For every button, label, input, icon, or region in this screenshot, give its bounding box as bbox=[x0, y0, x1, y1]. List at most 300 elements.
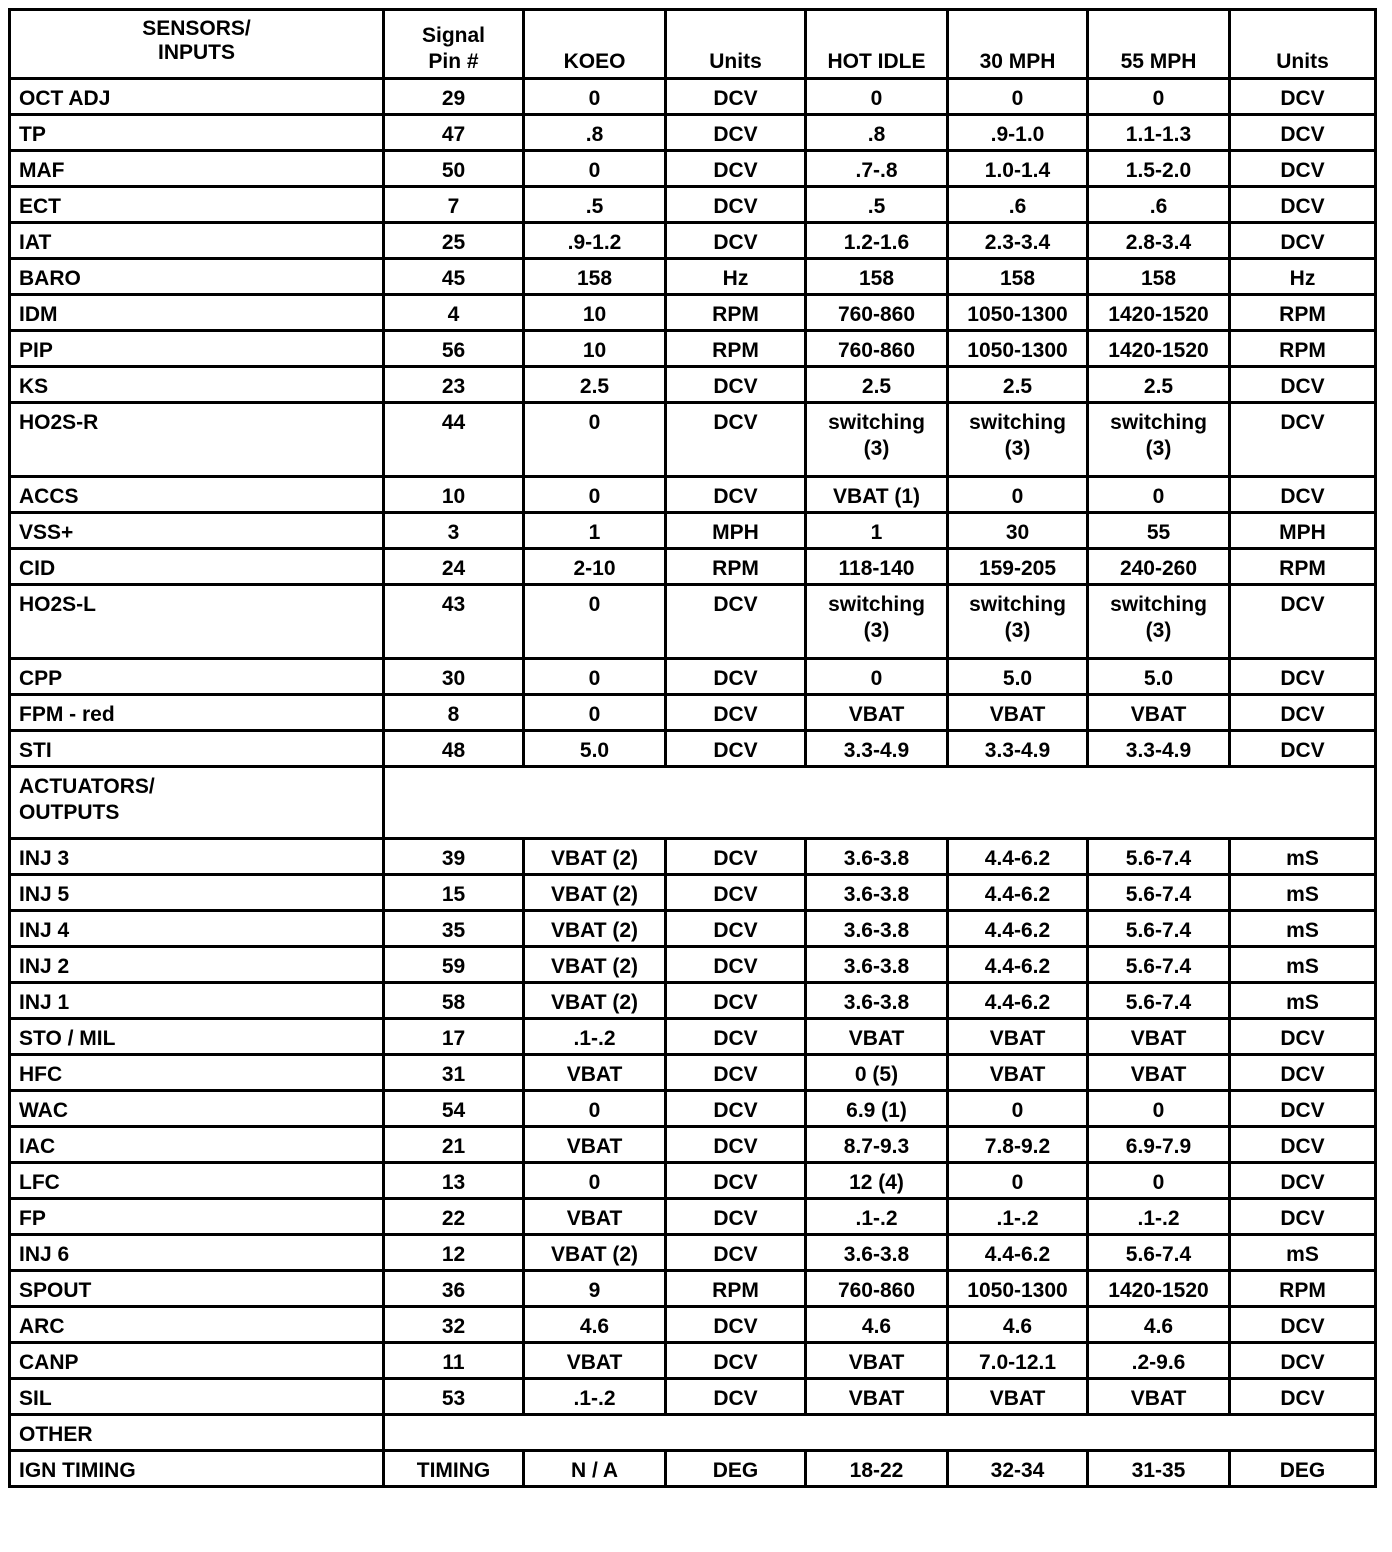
row-label: PIP bbox=[10, 331, 384, 367]
table-cell: 760-860 bbox=[806, 295, 948, 331]
actuator-row bbox=[10, 1235, 1376, 1271]
row-label: IAT bbox=[10, 223, 384, 259]
table-cell: 59 bbox=[384, 947, 524, 983]
table-cell: 0 bbox=[948, 1163, 1088, 1199]
table-cell: 5.0 bbox=[1088, 659, 1230, 695]
table-cell: DCV bbox=[1230, 1019, 1376, 1055]
table-cell: switching (3) bbox=[948, 585, 1088, 659]
actuators-heading-section bbox=[10, 767, 1376, 839]
table-cell: 31 bbox=[384, 1055, 524, 1091]
table-cell: TIMING bbox=[384, 1451, 524, 1487]
table-cell: switching (3) bbox=[806, 403, 948, 477]
table-cell: DCV bbox=[1230, 79, 1376, 115]
table-cell: 4.6 bbox=[524, 1307, 666, 1343]
table-cell: DCV bbox=[1230, 187, 1376, 223]
table-cell: RPM bbox=[666, 1271, 806, 1307]
table-cell: switching (3) bbox=[948, 403, 1088, 477]
table-cell: .8 bbox=[806, 115, 948, 151]
table-cell: 0 bbox=[1088, 79, 1230, 115]
table-cell: DCV bbox=[666, 1091, 806, 1127]
sensors-section bbox=[10, 79, 1376, 767]
table-cell: 2.8-3.4 bbox=[1088, 223, 1230, 259]
table-cell: 3.3-4.9 bbox=[1088, 731, 1230, 767]
table-cell: 0 bbox=[1088, 1163, 1230, 1199]
table-cell: 50 bbox=[384, 151, 524, 187]
table-cell: mS bbox=[1230, 983, 1376, 1019]
table-cell: VBAT (2) bbox=[524, 911, 666, 947]
table-cell: mS bbox=[1230, 875, 1376, 911]
row-label: IAC bbox=[10, 1127, 384, 1163]
row-label: INJ 2 bbox=[10, 947, 384, 983]
table-cell: 1.5-2.0 bbox=[1088, 151, 1230, 187]
table-cell: 48 bbox=[384, 731, 524, 767]
table-cell: 8.7-9.3 bbox=[806, 1127, 948, 1163]
table-cell: 158 bbox=[948, 259, 1088, 295]
table-cell: 32-34 bbox=[948, 1451, 1088, 1487]
other-heading: OTHER bbox=[10, 1415, 384, 1451]
table-cell: DCV bbox=[666, 1055, 806, 1091]
table-cell: VBAT bbox=[524, 1055, 666, 1091]
table-cell: DCV bbox=[666, 403, 806, 477]
table-cell: DCV bbox=[1230, 1055, 1376, 1091]
table-cell: DCV bbox=[1230, 151, 1376, 187]
table-cell: 0 bbox=[1088, 477, 1230, 513]
table-cell: switching (3) bbox=[1088, 403, 1230, 477]
actuator-row bbox=[10, 911, 1376, 947]
row-label: MAF bbox=[10, 151, 384, 187]
row-label: INJ 5 bbox=[10, 875, 384, 911]
table-cell: VBAT bbox=[948, 1379, 1088, 1415]
table-cell: 3.6-3.8 bbox=[806, 875, 948, 911]
row-label: STO / MIL bbox=[10, 1019, 384, 1055]
table-cell: 2.5 bbox=[524, 367, 666, 403]
table-cell: 3.6-3.8 bbox=[806, 839, 948, 875]
table-cell: 1050-1300 bbox=[948, 295, 1088, 331]
table-cell: 6.9-7.9 bbox=[1088, 1127, 1230, 1163]
row-label: CANP bbox=[10, 1343, 384, 1379]
table-cell: 158 bbox=[806, 259, 948, 295]
table-cell: VBAT (2) bbox=[524, 875, 666, 911]
table-cell: VBAT (2) bbox=[524, 1235, 666, 1271]
table-cell: VBAT bbox=[1088, 1379, 1230, 1415]
actuator-row bbox=[10, 1307, 1376, 1343]
table-cell: 2-10 bbox=[524, 549, 666, 585]
actuator-row bbox=[10, 947, 1376, 983]
actuators-heading-blank bbox=[384, 767, 1376, 839]
table-cell: VBAT bbox=[948, 1055, 1088, 1091]
table-cell: 30 bbox=[384, 659, 524, 695]
table-cell: Hz bbox=[666, 259, 806, 295]
table-cell: DCV bbox=[666, 367, 806, 403]
column-header: KOEO bbox=[524, 10, 666, 79]
table-cell: 1.1-1.3 bbox=[1088, 115, 1230, 151]
table-cell: VBAT bbox=[524, 1127, 666, 1163]
table-cell: 118-140 bbox=[806, 549, 948, 585]
table-cell: RPM bbox=[1230, 295, 1376, 331]
table-cell: DCV bbox=[666, 1379, 806, 1415]
table-cell: DCV bbox=[666, 1019, 806, 1055]
column-header: HOT IDLE bbox=[806, 10, 948, 79]
table-cell: 5.0 bbox=[524, 731, 666, 767]
table-cell: .5 bbox=[524, 187, 666, 223]
table-cell: 1420-1520 bbox=[1088, 1271, 1230, 1307]
table-cell: DCV bbox=[666, 223, 806, 259]
table-cell: 0 (5) bbox=[806, 1055, 948, 1091]
table-cell: 3.6-3.8 bbox=[806, 983, 948, 1019]
column-header: Signal Pin # bbox=[384, 10, 524, 79]
table-cell: 0 bbox=[524, 659, 666, 695]
table-cell: 56 bbox=[384, 331, 524, 367]
row-label: FPM - red bbox=[10, 695, 384, 731]
table-cell: 39 bbox=[384, 839, 524, 875]
sensor-row bbox=[10, 331, 1376, 367]
row-label: TP bbox=[10, 115, 384, 151]
other-row bbox=[10, 1451, 1376, 1487]
actuator-row bbox=[10, 1163, 1376, 1199]
table-cell: DCV bbox=[1230, 1307, 1376, 1343]
table-cell: VBAT bbox=[524, 1199, 666, 1235]
table-cell: DCV bbox=[666, 115, 806, 151]
table-cell: 11 bbox=[384, 1343, 524, 1379]
table-cell: 5.6-7.4 bbox=[1088, 1235, 1230, 1271]
header-row bbox=[10, 10, 1376, 79]
table-cell: 0 bbox=[806, 659, 948, 695]
table-cell: DCV bbox=[666, 695, 806, 731]
table-cell: 2.5 bbox=[1088, 367, 1230, 403]
row-label: KS bbox=[10, 367, 384, 403]
table-cell: 1.2-1.6 bbox=[806, 223, 948, 259]
sensor-row bbox=[10, 513, 1376, 549]
table-cell: 4.4-6.2 bbox=[948, 875, 1088, 911]
actuator-row bbox=[10, 983, 1376, 1019]
table-cell: 12 bbox=[384, 1235, 524, 1271]
table-cell: 3.6-3.8 bbox=[806, 911, 948, 947]
table-cell: 3.3-4.9 bbox=[806, 731, 948, 767]
table-cell: 1050-1300 bbox=[948, 331, 1088, 367]
table-cell: DCV bbox=[1230, 1343, 1376, 1379]
table-cell: 0 bbox=[524, 477, 666, 513]
table-cell: DCV bbox=[666, 875, 806, 911]
table-cell: 4.4-6.2 bbox=[948, 839, 1088, 875]
row-label: ARC bbox=[10, 1307, 384, 1343]
table-cell: VBAT bbox=[1088, 1019, 1230, 1055]
table-cell: mS bbox=[1230, 911, 1376, 947]
table-cell: VBAT bbox=[524, 1343, 666, 1379]
sensor-row bbox=[10, 151, 1376, 187]
table-cell: 29 bbox=[384, 79, 524, 115]
table-cell: .9-1.2 bbox=[524, 223, 666, 259]
table-cell: 7.0-12.1 bbox=[948, 1343, 1088, 1379]
table-cell: 0 bbox=[524, 151, 666, 187]
table-cell: DCV bbox=[666, 1235, 806, 1271]
table-cell: RPM bbox=[666, 295, 806, 331]
table-cell: DCV bbox=[666, 79, 806, 115]
table-cell: N / A bbox=[524, 1451, 666, 1487]
table-cell: 17 bbox=[384, 1019, 524, 1055]
table-cell: DCV bbox=[1230, 731, 1376, 767]
table-cell: 760-860 bbox=[806, 1271, 948, 1307]
table-cell: VBAT bbox=[1088, 1055, 1230, 1091]
table-cell: 7.8-9.2 bbox=[948, 1127, 1088, 1163]
table-cell: 6.9 (1) bbox=[806, 1091, 948, 1127]
table-cell: 240-260 bbox=[1088, 549, 1230, 585]
sensor-row bbox=[10, 659, 1376, 695]
actuator-row bbox=[10, 1379, 1376, 1415]
table-cell: DCV bbox=[1230, 223, 1376, 259]
table-cell: 9 bbox=[524, 1271, 666, 1307]
table-cell: 13 bbox=[384, 1163, 524, 1199]
actuator-row bbox=[10, 1271, 1376, 1307]
other-section bbox=[10, 1451, 1376, 1487]
other-heading-section bbox=[10, 1415, 1376, 1451]
actuator-row bbox=[10, 1127, 1376, 1163]
table-cell: DCV bbox=[666, 1163, 806, 1199]
table-cell: MPH bbox=[666, 513, 806, 549]
sensor-row bbox=[10, 187, 1376, 223]
row-label: FP bbox=[10, 1199, 384, 1235]
table-cell: 4 bbox=[384, 295, 524, 331]
actuators-heading-row bbox=[10, 767, 1376, 839]
table-cell: 8 bbox=[384, 695, 524, 731]
actuator-row bbox=[10, 1055, 1376, 1091]
table-cell: DCV bbox=[1230, 585, 1376, 659]
table-cell: DCV bbox=[666, 1199, 806, 1235]
table-cell: 15 bbox=[384, 875, 524, 911]
sensor-row bbox=[10, 695, 1376, 731]
sensor-row bbox=[10, 259, 1376, 295]
table-cell: 3 bbox=[384, 513, 524, 549]
table-cell: 1050-1300 bbox=[948, 1271, 1088, 1307]
table-cell: RPM bbox=[1230, 1271, 1376, 1307]
table-cell: 5.6-7.4 bbox=[1088, 875, 1230, 911]
row-label: BARO bbox=[10, 259, 384, 295]
table-cell: 5.6-7.4 bbox=[1088, 911, 1230, 947]
table-cell: 158 bbox=[1088, 259, 1230, 295]
table-cell: 5.6-7.4 bbox=[1088, 983, 1230, 1019]
table-cell: .5 bbox=[806, 187, 948, 223]
table-cell: 1 bbox=[524, 513, 666, 549]
actuators-heading bbox=[10, 767, 384, 839]
table-header bbox=[10, 10, 1376, 79]
table-cell: 0 bbox=[948, 79, 1088, 115]
table-cell: 4.6 bbox=[806, 1307, 948, 1343]
table-cell: DCV bbox=[666, 731, 806, 767]
table-cell: DCV bbox=[666, 1343, 806, 1379]
table-cell: DCV bbox=[1230, 477, 1376, 513]
row-label: HO2S-L bbox=[10, 585, 384, 659]
sensor-row bbox=[10, 477, 1376, 513]
table-cell: 1.0-1.4 bbox=[948, 151, 1088, 187]
table-cell: VBAT bbox=[948, 695, 1088, 731]
row-label: INJ 1 bbox=[10, 983, 384, 1019]
sensor-row bbox=[10, 731, 1376, 767]
actuator-row bbox=[10, 1091, 1376, 1127]
actuators-section bbox=[10, 839, 1376, 1415]
table-cell: .7-.8 bbox=[806, 151, 948, 187]
table-cell: 25 bbox=[384, 223, 524, 259]
actuators-title: ACTUATORS/ OUTPUTS bbox=[19, 775, 155, 824]
table-cell: 1420-1520 bbox=[1088, 331, 1230, 367]
table-cell: 58 bbox=[384, 983, 524, 1019]
table-cell: DEG bbox=[666, 1451, 806, 1487]
table-cell: 0 bbox=[948, 1091, 1088, 1127]
table-cell: .1-.2 bbox=[524, 1379, 666, 1415]
row-label: SIL bbox=[10, 1379, 384, 1415]
table-cell: 30 bbox=[948, 513, 1088, 549]
table-cell: 158 bbox=[524, 259, 666, 295]
table-cell: 0 bbox=[806, 79, 948, 115]
table-cell: .9-1.0 bbox=[948, 115, 1088, 151]
table-cell: .1-.2 bbox=[806, 1199, 948, 1235]
table-cell: VBAT (2) bbox=[524, 983, 666, 1019]
column-header: Units bbox=[1230, 10, 1376, 79]
table-cell: DCV bbox=[666, 839, 806, 875]
table-cell: 0 bbox=[1088, 1091, 1230, 1127]
table-cell: 55 bbox=[1088, 513, 1230, 549]
table-cell: 44 bbox=[384, 403, 524, 477]
table-cell: DCV bbox=[666, 983, 806, 1019]
table-cell: Hz bbox=[1230, 259, 1376, 295]
table-cell: 45 bbox=[384, 259, 524, 295]
table-cell: 12 (4) bbox=[806, 1163, 948, 1199]
table-cell: 35 bbox=[384, 911, 524, 947]
table-cell: 5.6-7.4 bbox=[1088, 947, 1230, 983]
reference-values-table bbox=[8, 8, 1377, 1488]
table-cell: DCV bbox=[666, 659, 806, 695]
table-cell: .2-9.6 bbox=[1088, 1343, 1230, 1379]
table-cell: 2.5 bbox=[806, 367, 948, 403]
row-label: STI bbox=[10, 731, 384, 767]
table-cell: switching (3) bbox=[806, 585, 948, 659]
column-header: Units bbox=[666, 10, 806, 79]
table-cell: 1420-1520 bbox=[1088, 295, 1230, 331]
table-cell: 18-22 bbox=[806, 1451, 948, 1487]
table-cell: 0 bbox=[524, 695, 666, 731]
row-label: LFC bbox=[10, 1163, 384, 1199]
table-cell: DCV bbox=[1230, 1127, 1376, 1163]
table-cell: .6 bbox=[948, 187, 1088, 223]
table-cell: .1-.2 bbox=[524, 1019, 666, 1055]
table-cell: VBAT bbox=[806, 1379, 948, 1415]
row-label: OCT ADJ bbox=[10, 79, 384, 115]
table-cell: 4.4-6.2 bbox=[948, 983, 1088, 1019]
table-cell: .1-.2 bbox=[948, 1199, 1088, 1235]
column-header: 30 MPH bbox=[948, 10, 1088, 79]
column-header: 55 MPH bbox=[1088, 10, 1230, 79]
row-label: INJ 3 bbox=[10, 839, 384, 875]
row-label: HFC bbox=[10, 1055, 384, 1091]
table-cell: 3.3-4.9 bbox=[948, 731, 1088, 767]
table-cell: 24 bbox=[384, 549, 524, 585]
row-label: ECT bbox=[10, 187, 384, 223]
table-cell: DCV bbox=[666, 151, 806, 187]
table-cell: RPM bbox=[1230, 331, 1376, 367]
actuator-row bbox=[10, 1199, 1376, 1235]
table-cell: 10 bbox=[524, 331, 666, 367]
table-cell: DCV bbox=[666, 947, 806, 983]
table-cell: DCV bbox=[666, 1127, 806, 1163]
row-label: SPOUT bbox=[10, 1271, 384, 1307]
table-cell: VBAT (1) bbox=[806, 477, 948, 513]
table-cell: 4.6 bbox=[948, 1307, 1088, 1343]
table-cell: RPM bbox=[666, 549, 806, 585]
row-label: IDM bbox=[10, 295, 384, 331]
table-cell: switching (3) bbox=[1088, 585, 1230, 659]
table-cell: DCV bbox=[1230, 1163, 1376, 1199]
row-label: CPP bbox=[10, 659, 384, 695]
table-cell: DCV bbox=[1230, 1379, 1376, 1415]
table-cell: VBAT bbox=[948, 1019, 1088, 1055]
sensor-row bbox=[10, 367, 1376, 403]
row-label: CID bbox=[10, 549, 384, 585]
row-label: HO2S-R bbox=[10, 403, 384, 477]
table-cell: DCV bbox=[666, 911, 806, 947]
table-cell: 47 bbox=[384, 115, 524, 151]
table-cell: 10 bbox=[384, 477, 524, 513]
table-cell: .8 bbox=[524, 115, 666, 151]
table-cell: 7 bbox=[384, 187, 524, 223]
table-cell: .1-.2 bbox=[1088, 1199, 1230, 1235]
table-cell: 53 bbox=[384, 1379, 524, 1415]
table-cell: 0 bbox=[948, 477, 1088, 513]
table-cell: DCV bbox=[666, 187, 806, 223]
table-cell: .6 bbox=[1088, 187, 1230, 223]
table-cell: 32 bbox=[384, 1307, 524, 1343]
table-cell: 3.6-3.8 bbox=[806, 1235, 948, 1271]
table-cell: 2.5 bbox=[948, 367, 1088, 403]
table-cell: DCV bbox=[1230, 367, 1376, 403]
table-cell: VBAT bbox=[806, 1019, 948, 1055]
table-cell: 760-860 bbox=[806, 331, 948, 367]
sensor-row bbox=[10, 223, 1376, 259]
actuator-row bbox=[10, 1343, 1376, 1379]
table-cell: 0 bbox=[524, 1163, 666, 1199]
table-cell: 4.4-6.2 bbox=[948, 947, 1088, 983]
sensor-row bbox=[10, 115, 1376, 151]
row-label: IGN TIMING bbox=[10, 1451, 384, 1487]
table-cell: 159-205 bbox=[948, 549, 1088, 585]
table-cell: mS bbox=[1230, 947, 1376, 983]
table-cell: 43 bbox=[384, 585, 524, 659]
table-cell: 1 bbox=[806, 513, 948, 549]
table-cell: 0 bbox=[524, 403, 666, 477]
other-heading-row bbox=[10, 1415, 1376, 1451]
row-label: ACCS bbox=[10, 477, 384, 513]
table-cell: 31-35 bbox=[1088, 1451, 1230, 1487]
table-cell: 2.3-3.4 bbox=[948, 223, 1088, 259]
table-cell: 5.0 bbox=[948, 659, 1088, 695]
table-cell: MPH bbox=[1230, 513, 1376, 549]
table-cell: VBAT bbox=[806, 695, 948, 731]
actuator-row bbox=[10, 839, 1376, 875]
table-cell: VBAT (2) bbox=[524, 947, 666, 983]
table-cell: DCV bbox=[1230, 659, 1376, 695]
table-cell: 36 bbox=[384, 1271, 524, 1307]
sensor-row bbox=[10, 585, 1376, 659]
table-cell: DCV bbox=[1230, 115, 1376, 151]
table-cell: DEG bbox=[1230, 1451, 1376, 1487]
sensor-row bbox=[10, 295, 1376, 331]
row-label: VSS+ bbox=[10, 513, 384, 549]
table-cell: 21 bbox=[384, 1127, 524, 1163]
table-cell: 4.6 bbox=[1088, 1307, 1230, 1343]
table-cell: 22 bbox=[384, 1199, 524, 1235]
table-cell: DCV bbox=[666, 1307, 806, 1343]
table-cell: 54 bbox=[384, 1091, 524, 1127]
table-cell: RPM bbox=[666, 331, 806, 367]
table-cell: 5.6-7.4 bbox=[1088, 839, 1230, 875]
table-cell: 10 bbox=[524, 295, 666, 331]
